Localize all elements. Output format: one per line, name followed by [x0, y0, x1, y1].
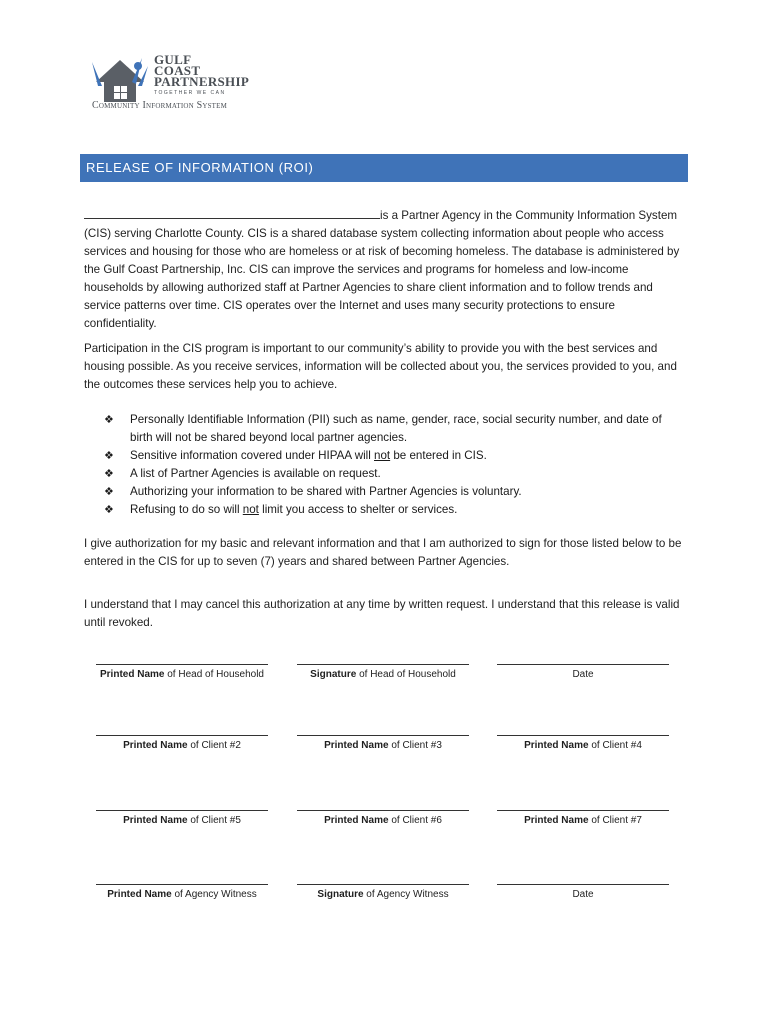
- signature-line: [297, 664, 469, 665]
- client-2-name-field[interactable]: Printed Name of Client #2: [96, 735, 268, 751]
- agency-name-blank[interactable]: [84, 207, 380, 219]
- info-bullet-list: [104, 411, 684, 519]
- intro-lead: is a Partner Agency in the Community Information System: [380, 209, 678, 222]
- participation-paragraph: Participation in the CIS program is important to our community’s ability to provide you with the best services and housing possible. As you receive services, information will be collected about you, the services provided to you, and the outcomes these services help you to achieve.: [84, 342, 677, 391]
- list-item: ❖ Refusing to do so will not limit you access to shelter or services.: [104, 501, 684, 519]
- signature-line: [297, 884, 469, 885]
- client-4-name-field[interactable]: Printed Name of Client #4: [497, 735, 669, 751]
- witness-signature-field[interactable]: Signature of Agency Witness: [297, 884, 469, 900]
- logo-tagline: TOGETHER WE CAN: [154, 90, 226, 96]
- signature-line: [96, 664, 268, 665]
- head-signature-field[interactable]: Signature of Head of Household: [297, 664, 469, 680]
- intro-paragraph: [84, 207, 684, 333]
- witness-date-field[interactable]: Date: [497, 884, 669, 900]
- signature-line: [497, 664, 669, 665]
- signature-line: [497, 735, 669, 736]
- logo-wordmark: [154, 54, 249, 87]
- signature-line: [297, 810, 469, 811]
- head-printed-name-field[interactable]: Printed Name of Head of Household: [96, 664, 268, 680]
- signature-line: [297, 735, 469, 736]
- signature-line: [96, 810, 268, 811]
- client-3-name-field[interactable]: Printed Name of Client #3: [297, 735, 469, 751]
- list-item: ❖ Authorizing your information to be shared with Partner Agencies is voluntary.: [104, 483, 684, 501]
- page-title: RELEASE OF INFORMATION (ROI): [86, 160, 314, 175]
- client-7-name-field[interactable]: Printed Name of Client #7: [497, 810, 669, 826]
- logo-line-3: PARTNERSHIP: [154, 74, 250, 89]
- logo-line-1: GULF: [154, 52, 192, 67]
- gulf-coast-partnership-logo: [92, 52, 252, 114]
- diamond-bullet-icon: ❖: [104, 468, 114, 480]
- revocation-paragraph: I understand that I may cancel this authorization at any time by written request. I understand that this release is valid until revoked.: [84, 598, 680, 629]
- list-item: ❖ A list of Partner Agencies is available on request.: [104, 465, 684, 483]
- house-hands-logo-icon: [92, 52, 150, 104]
- list-item: ❖ Personally Identifiable Information (PII) such as name, gender, race, social security number, and date of birth will not be shared beyond local partner agencies.: [104, 413, 662, 444]
- authorization-paragraph: I give authorization for my basic and relevant information and that I am authorized to sign for those listed below to be entered in the CIS for up to seven (7) years and shared between Partner Agencies.: [84, 537, 682, 568]
- title-banner: [80, 154, 688, 182]
- signature-line: [497, 810, 669, 811]
- signature-line: [96, 735, 268, 736]
- head-date-field[interactable]: Date: [497, 664, 669, 680]
- client-5-name-field[interactable]: Printed Name of Client #5: [96, 810, 268, 826]
- diamond-bullet-icon: ❖: [104, 504, 114, 516]
- client-6-name-field[interactable]: Printed Name of Client #6: [297, 810, 469, 826]
- signature-line: [497, 884, 669, 885]
- signature-line: [96, 884, 268, 885]
- witness-printed-name-field[interactable]: Printed Name of Agency Witness: [96, 884, 268, 900]
- diamond-bullet-icon: ❖: [104, 486, 114, 498]
- diamond-bullet-icon: ❖: [104, 414, 114, 426]
- intro-rest: (CIS) serving Charlotte County. CIS is a shared database system collecting information about people who access services and housing for those who are homeless or at risk of becoming homeless. The database is administered by the Gulf Coast Partnership, Inc. CIS can improve the services and programs for homeless and low-income households by allowing authorized staff at Partner Agencies to share client information and to follow trends and service patterns over time. CIS operates over the Internet and uses many security protections to ensure confidentiality.: [84, 227, 680, 330]
- logo-line-2: COAST: [154, 63, 201, 78]
- list-item: ❖ Sensitive information covered under HIPAA will not be entered in CIS.: [104, 447, 684, 465]
- diamond-bullet-icon: ❖: [104, 450, 114, 462]
- logo-subtitle: Community Information System: [92, 100, 228, 111]
